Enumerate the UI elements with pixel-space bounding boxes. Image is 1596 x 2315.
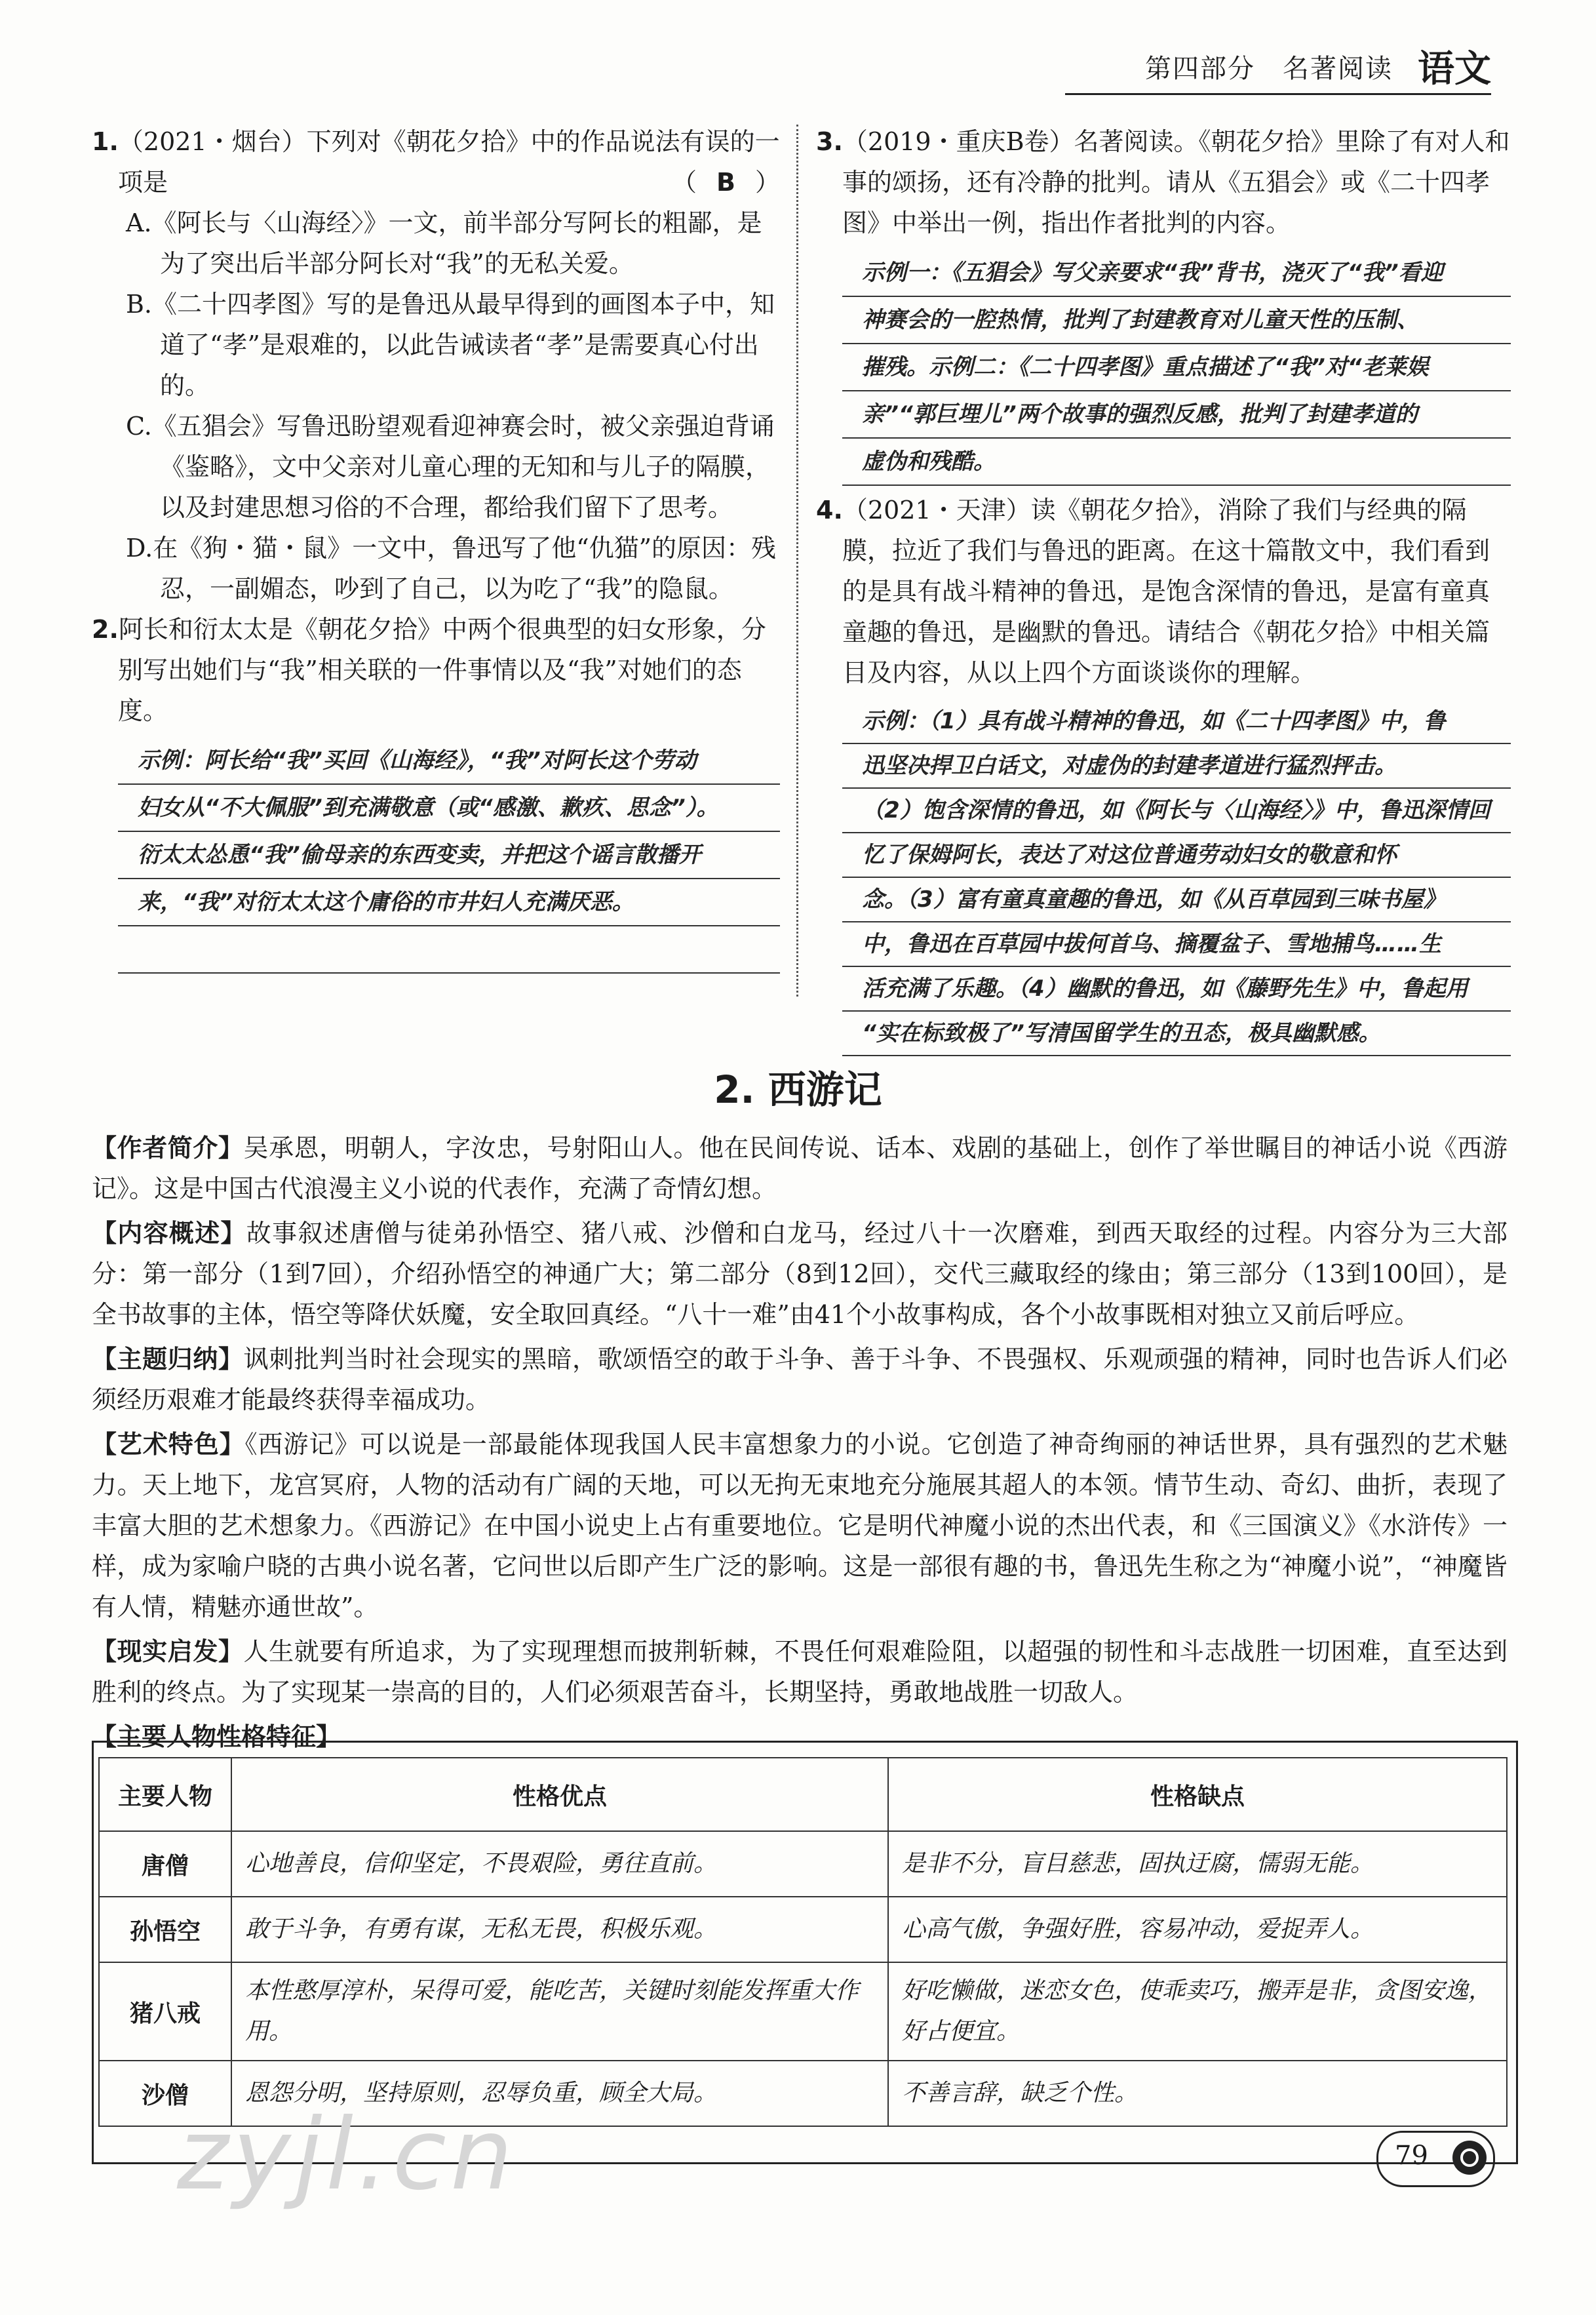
column-divider xyxy=(796,125,798,997)
character-pros: 敢于斗争，有勇有谋，无私无畏，积极乐观。 xyxy=(231,1897,888,1962)
right-column xyxy=(816,121,1511,1056)
answer-line: 妇女从“不大佩服”到充满敬意（或“感激、歉疚、思念”）。 xyxy=(118,785,780,832)
question-4-number: 4. xyxy=(816,496,843,524)
section-body xyxy=(92,1128,1508,1716)
question-4 xyxy=(816,490,1511,693)
header-section: 第四部分 名著阅读 xyxy=(1145,54,1393,84)
answer-line: 亲”“郭巨埋儿”两个故事的强烈反感，批判了封建孝道的 xyxy=(842,391,1511,439)
page-number-badge xyxy=(1376,2131,1495,2187)
artistic-features: 【艺术特色】《西游记》可以说是一部最能体现我国人民丰富想象力的小说。它创造了神奇绚丽的神话世界，具有强烈的艺术魅力。天上地下，龙宫冥府，人物的活动有广阔的天地，可以无拘无束地充分施展其超人的本领。情节生动、奇幻、曲折，表现了丰富大胆的艺术想象力。《西游记》在中国小说史上占有重要地位。它是明代神魔小说的杰出代表，和《三国演义》《水浒传》一样，成为家喻户晓的古典小说名著，它问世以后即产生广泛的影响。这是一部很有趣的书，鲁迅先生称之为“神魔小说”，“神魔皆有人情，精魅亦通世故”。 xyxy=(92,1430,1508,1621)
answer-line: 示例一：《五猖会》写父亲要求“我”背书，浇灭了“我”看迎 xyxy=(842,250,1511,297)
table-header-row xyxy=(99,1758,1507,1831)
theme-summary: 【主题归纳】讽刺批判当时社会现实的黑暗，歌颂悟空的敢于斗争、善于斗争、不畏强权、乐观顽强的精神，同时也告诉人们必须经历艰难才能最终获得幸福成功。 xyxy=(92,1345,1508,1414)
character-cons: 不善言辞，缺乏个性。 xyxy=(888,2061,1507,2126)
question-1-answer: B xyxy=(716,168,735,197)
question-1-stem-line2: 项是 xyxy=(118,168,168,197)
question-4-answer xyxy=(842,700,1511,1056)
answer-line: 衍太太怂恿“我”偷母亲的东西变卖，并把这个谣言散播开 xyxy=(118,832,780,879)
question-2-number: 2. xyxy=(92,615,119,644)
answer-line: 示例：阿长给“我”买回《山海经》，“我”对阿长这个劳动 xyxy=(118,738,780,785)
real-life-inspiration: 【现实启发】人生就要有所追求，为了实现理想而披荆斩棘，不畏任何艰难险阻，以超强的韧性和斗志战胜一切困难，直至达到胜利的终点。为了实现某一崇高的目的，人们必须艰苦奋斗，长期坚持，勇敢地战胜一切敌人。 xyxy=(92,1637,1508,1707)
answer-line: 神赛会的一腔热情，批判了封建教育对儿童天性的压制、 xyxy=(842,297,1511,344)
character-pros: 恩怨分明，坚持原则，忍辱负重，顾全大局。 xyxy=(231,2061,888,2126)
answer-line: 中，鲁迅在百草园中拔何首乌、摘覆盆子、雪地捕鸟……生 xyxy=(842,922,1511,967)
answer-line: 来，“我”对衍太太这个庸俗的市井妇人充满厌恶。 xyxy=(118,879,780,926)
answer-line: 迅坚决捍卫白话文，对虚伪的封建孝道进行猛烈抨击。 xyxy=(842,744,1511,789)
question-2-answer xyxy=(118,738,780,974)
option-b: B.《二十四孝图》写的是鲁迅从最早得到的画图本子中，知道了“孝”是艰难的，以此告诫读者“孝”是需要真心付出的。 xyxy=(126,290,775,400)
question-1-answer-bracket: （ B ） xyxy=(672,168,780,197)
magnifier-icon xyxy=(1452,2141,1487,2175)
question-3 xyxy=(816,121,1511,243)
character-cons: 心高气傲，争强好胜，容易冲动，爱捉弄人。 xyxy=(888,1897,1507,1962)
question-2-stem: 阿长和衍太太是《朝花夕拾》中两个很典型的妇女形象，分别写出她们与“我”相关联的一件事情以及“我”对她们的态度。 xyxy=(118,615,766,725)
left-column xyxy=(92,121,780,974)
answer-line: （2）饱含深情的鲁迅，如《阿长与〈山海经〉》中，鲁迅深情回 xyxy=(842,789,1511,833)
table-row xyxy=(99,1831,1507,1897)
answer-line: 摧残。示例二：《二十四孝图》重点描述了“我”对“老莱娱 xyxy=(842,344,1511,391)
header-rule xyxy=(1065,93,1491,95)
answer-line: 活充满了乐趣。（4）幽默的鲁迅，如《藤野先生》中，鲁起用 xyxy=(842,967,1511,1012)
character-cons: 是非不分，盲目慈悲，固执迂腐，懦弱无能。 xyxy=(888,1831,1507,1897)
answer-line: 忆了保姆阿长，表达了对这位普通劳动妇女的敬意和怀 xyxy=(842,833,1511,878)
page-header xyxy=(1065,36,1491,95)
section-title: 2. 西游记 xyxy=(714,1067,882,1112)
table-row xyxy=(99,1962,1507,2061)
character-name: 猪八戒 xyxy=(99,1962,231,2061)
question-3-answer xyxy=(842,250,1511,486)
answer-line-blank xyxy=(118,926,780,974)
option-a: A.《阿长与〈山海经〉》一文，前半部分写阿长的粗鄙，是为了突出后半部分阿长对“我”的无私关爱。 xyxy=(126,208,762,278)
question-4-stem: （2021・天津）读《朝花夕拾》，消除了我们与经典的隔膜，拉近了我们与鲁迅的距离。在这十篇散文中，我们看到的是具有战斗精神的鲁迅，是饱含深情的鲁迅，是富有童真童趣的鲁迅，是幽默的鲁迅。请结合《朝花夕拾》中相关篇目及内容，从以上四个方面谈谈你的理解。 xyxy=(842,496,1490,687)
character-name: 沙僧 xyxy=(99,2061,231,2126)
character-name: 孙悟空 xyxy=(99,1897,231,1962)
option-d: D.在《狗・猫・鼠》一文中，鲁迅写了他“仇猫”的原因：残忍，一副媚态，吵到了自己，以为吃了“我”的隐鼠。 xyxy=(126,534,777,603)
character-name: 唐僧 xyxy=(99,1831,231,1897)
content-summary: 【内容概述】故事叙述唐僧与徒弟孙悟空、猪八戒、沙僧和白龙马，经过八十一次磨难，到西天取经的过程。内容分为三大部分：第一部分（1到7回），介绍孙悟空的神通广大；第二部分（8到12回），交代三藏取经的缘由；第三部分（13到100回），是全书故事的主体，悟空等降伏妖魔，安全取回真经。“八十一难”由41个小故事构成，各个小故事既相对独立又前后呼应。 xyxy=(92,1219,1508,1329)
question-3-number: 3. xyxy=(816,127,843,156)
header-character: 主要人物 xyxy=(99,1758,231,1831)
question-1-stem-line1: （2021・烟台）下列对《朝花夕拾》中的作品说法有误的一 xyxy=(118,127,780,156)
author-intro: 【作者简介】吴承恩，明朝人，字汝忠，号射阳山人。他在民间传说、话本、戏剧的基础上，创作了举世瞩目的神话小说《西游记》。这是中国古代浪漫主义小说的代表作，充满了奇情幻想。 xyxy=(92,1134,1508,1203)
question-3-stem: （2019・重庆B卷）名著阅读。《朝花夕拾》里除了有对人和事的颂扬，还有冷静的批判。请从《五猖会》或《二十四孝图》中举出一例，指出作者批判的内容。 xyxy=(842,127,1510,237)
header-subject: 语文 xyxy=(1418,48,1491,90)
question-1-number: 1. xyxy=(92,127,119,156)
answer-line: “实在标致极了”写清国留学生的丑态，极具幽默感。 xyxy=(842,1012,1511,1056)
character-pros: 本性憨厚淳朴，呆得可爱，能吃苦，关键时刻能发挥重大作用。 xyxy=(231,1962,888,2061)
page-number: 79 xyxy=(1395,2141,1428,2171)
answer-line: 虚伪和残酷。 xyxy=(842,439,1511,486)
question-2 xyxy=(92,609,780,731)
header-cons: 性格缺点 xyxy=(888,1758,1507,1831)
option-c: C.《五猖会》写鲁迅盼望观看迎神赛会时，被父亲强迫背诵《鉴略》，文中父亲对儿童心理的无知和与儿子的隔膜，以及封建思想习俗的不合理，都给我们留下了思考。 xyxy=(126,412,775,522)
character-cons: 好吃懒做，迷恋女色，使乖卖巧，搬弄是非，贪图安逸，好占便宜。 xyxy=(888,1962,1507,2061)
character-table xyxy=(98,1757,1508,2127)
table-row xyxy=(99,1897,1507,1962)
question-1 xyxy=(92,121,780,609)
answer-line: 念。（3）富有童真童趣的鲁迅，如《从百草园到三味书屋》 xyxy=(842,878,1511,922)
watermark: zyjl.cn xyxy=(177,2098,517,2212)
character-pros: 心地善良，信仰坚定，不畏艰险，勇往直前。 xyxy=(231,1831,888,1897)
answer-line: 示例：（1）具有战斗精神的鲁迅，如《二十四孝图》中，鲁 xyxy=(842,700,1511,744)
table-title: 【主要人物性格特征】 xyxy=(92,1722,341,1751)
header-pros: 性格优点 xyxy=(231,1758,888,1831)
